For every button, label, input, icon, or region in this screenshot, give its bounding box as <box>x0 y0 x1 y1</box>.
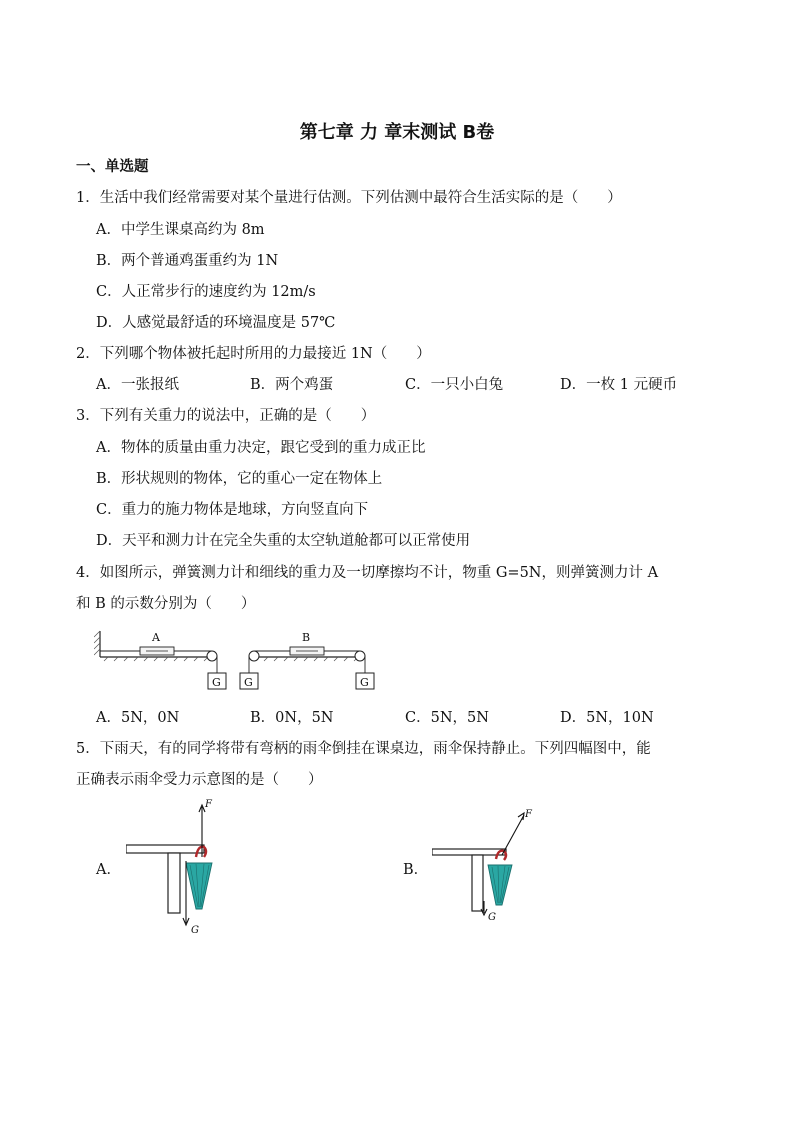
question-2-stem: 2．下列哪个物体被托起时所用的力最接近 1N（ ） <box>76 346 431 362</box>
force-f-label-a: F <box>205 799 212 810</box>
umbrella-figure-a <box>126 795 236 940</box>
question-3-option-d: D．天平和测力计在完全失重的太空轨道舱都可以正常使用 <box>96 533 471 549</box>
question-5-stem-line-1: 5．下雨天，有的同学将带有弯柄的雨伞倒挂在课桌边，雨伞保持静止。下列四幅图中，能 <box>76 741 651 757</box>
question-3-option-b: B．形状规则的物体，它的重心一定在物体上 <box>96 471 383 487</box>
question-2-option-c: C．一只小白兔 <box>405 377 504 393</box>
question-3-option-a: A．物体的质量由重力决定，跟它受到的重力成正比 <box>96 440 426 456</box>
question-5-option-a-label: A． <box>96 862 121 878</box>
force-g-label-a: G <box>191 925 199 936</box>
question-1-option-d: D．人感觉最舒适的环境温度是 57℃ <box>96 315 336 331</box>
question-5-stem-line-2: 正确表示雨伞受力示意图的是（ ） <box>76 772 323 788</box>
question-4-option-d: D．5N，10N <box>560 710 654 726</box>
question-4-option-b: B．0N，5N <box>250 710 334 726</box>
scale-b-label: B <box>302 631 311 644</box>
question-4-stem-line-2: 和 B 的示数分别为（ ） <box>76 596 256 612</box>
question-4-option-c: C．5N，5N <box>405 710 489 726</box>
umbrella-figure-b <box>432 805 542 930</box>
question-3-option-c: C．重力的施力物体是地球，方向竖直向下 <box>96 502 369 518</box>
force-f-label-b: F <box>525 809 532 820</box>
question-3-stem: 3．下列有关重力的说法中，正确的是（ ） <box>76 408 376 424</box>
question-1-stem: 1．生活中我们经常需要对某个量进行估测。下列估测中最符合生活实际的是（ ） <box>76 190 622 206</box>
question-1-option-c: C．人正常步行的速度约为 12m/s <box>96 284 316 300</box>
weight-g-label-2: G <box>244 676 253 689</box>
force-g-label-b: G <box>488 912 496 923</box>
page-title: 第七章 力 章末测试 B卷 <box>299 122 495 143</box>
scale-a-label: A <box>152 631 160 644</box>
spring-scale-figure <box>94 625 384 695</box>
question-1-option-a: A．中学生课桌高约为 8m <box>96 222 265 238</box>
question-2-option-a: A．一张报纸 <box>96 377 179 393</box>
weight-g-label-1: G <box>212 676 221 689</box>
weight-g-label-3: G <box>360 676 369 689</box>
section-heading: 一、单选题 <box>76 159 149 175</box>
question-4-option-a: A．5N，0N <box>96 710 180 726</box>
question-1-option-b: B．两个普通鸡蛋重约为 1N <box>96 253 279 269</box>
question-4-stem-line-1: 4．如图所示，弹簧测力计和细线的重力及一切摩擦均不计，物重 G=5N，则弹簧测力计 A <box>76 565 659 581</box>
question-2-option-b: B．两个鸡蛋 <box>250 377 334 393</box>
question-2-option-d: D．一枚 1 元硬币 <box>560 377 678 393</box>
question-5-option-b-label: B． <box>403 862 429 878</box>
